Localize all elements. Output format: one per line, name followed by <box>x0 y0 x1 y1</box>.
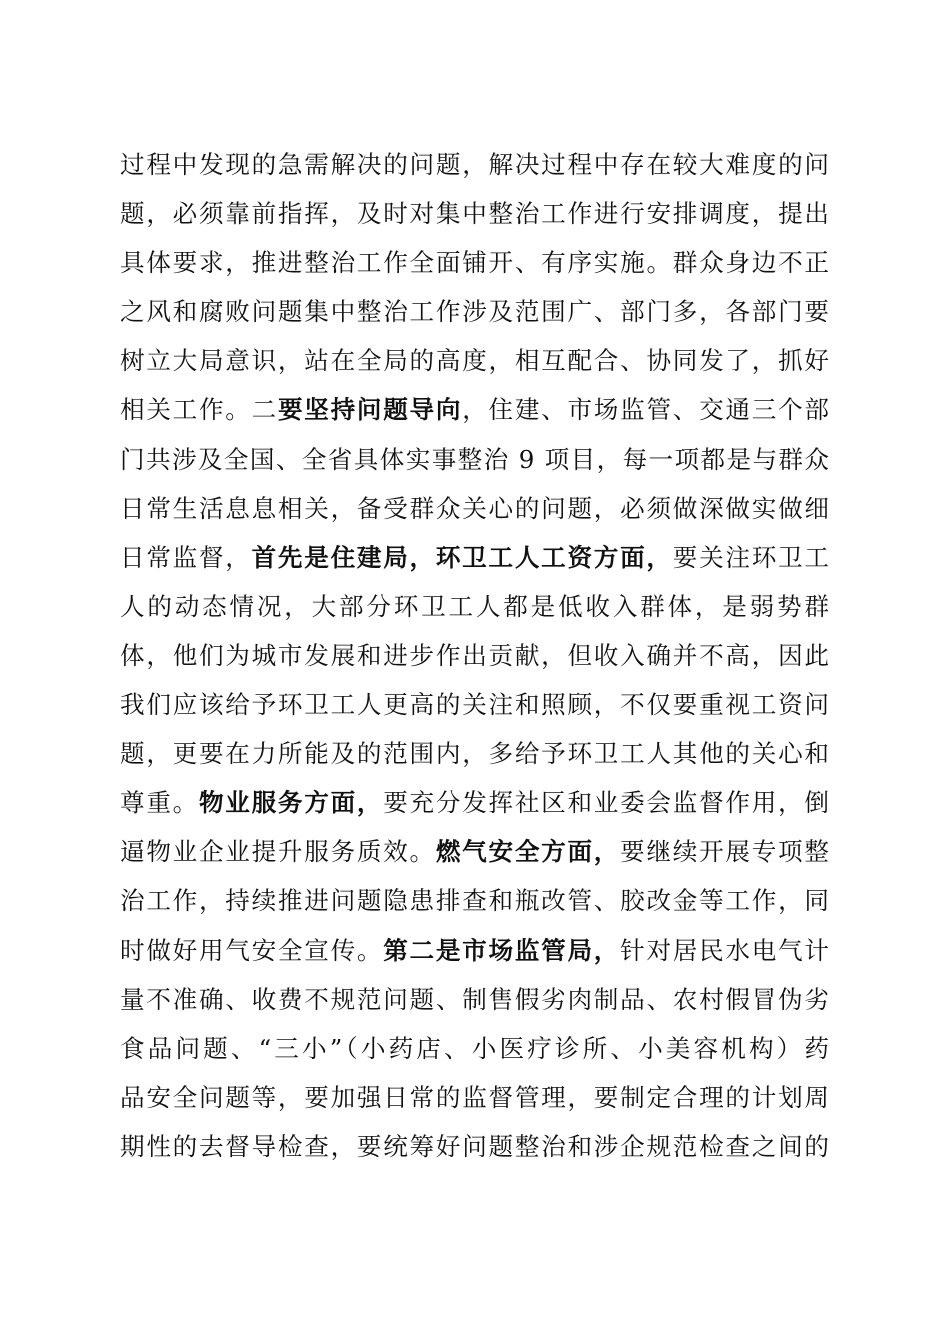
text-segment: 食品问题、“三小”（小药店、小医疗诊所、小美容机构）药 <box>120 1033 830 1063</box>
text-segment: 时做好用气安全宣传。 <box>120 935 384 965</box>
text-segment: 量不准确、收费不规范问题、制售假劣肉制品、农村假冒伪劣 <box>120 984 830 1014</box>
text-segment: 题，更要在力所能及的范围内，多给予环卫工人其他的关心和 <box>120 739 830 769</box>
text-segment: 逼物业企业提升服务质效。 <box>120 837 436 867</box>
text-line <box>120 729 830 778</box>
body-text <box>120 140 830 1171</box>
text-line <box>120 1122 830 1171</box>
bold-text-segment: 物业服务方面， <box>198 788 384 818</box>
bold-text-segment: 燃气安全方面， <box>435 837 621 867</box>
text-segment: 品安全问题等，要加强日常的监督管理，要制定合理的计划周 <box>120 1082 830 1112</box>
text-line <box>120 238 830 287</box>
text-line <box>120 827 830 876</box>
text-segment: 人的动态情况，大部分环卫工人都是低收入群体，是弱势群 <box>120 591 830 621</box>
text-segment: 树立大局意识，站在全局的高度，相互配合、协同发了，抓好 <box>120 346 830 376</box>
text-line <box>120 778 830 827</box>
text-segment: 要充分发挥社区和业委会监督作用，倒 <box>383 788 830 818</box>
text-segment: ，住建、市场监管、交通三个部 <box>462 395 830 425</box>
bold-text-segment: 首先是住建局，环卫工人工资方面， <box>251 542 673 572</box>
text-segment: 门共涉及全国、全省具体实事整治 9 项目，每一项都是与群众 <box>120 444 830 474</box>
text-segment: 我们应该给予环卫工人更高的关注和照顾，不仅要重视工资问 <box>120 690 830 720</box>
text-segment: 要继续开展专项整 <box>620 837 830 867</box>
text-line <box>120 140 830 189</box>
text-segment: 体，他们为城市发展和进步作出贡献，但收入确并不高，因此 <box>120 640 830 670</box>
text-segment: 治工作，持续推进问题隐患排查和瓶改管、胶改金等工作，同 <box>120 886 830 916</box>
text-segment: 尊重。 <box>120 788 199 818</box>
text-line <box>120 1024 830 1073</box>
text-line <box>120 680 830 729</box>
text-line <box>120 926 830 975</box>
text-line <box>120 975 830 1024</box>
text-segment: 题，必须靠前指挥，及时对集中整治工作进行安排调度，提出 <box>120 199 830 229</box>
text-segment: 期性的去督导检查，要统筹好问题整治和涉企规范检查之间的 <box>120 1131 830 1161</box>
text-line <box>120 631 830 680</box>
text-segment: 日常监督， <box>120 542 252 572</box>
text-line <box>120 189 830 238</box>
text-segment: 过程中发现的急需解决的问题，解决过程中存在较大难度的问 <box>120 150 830 179</box>
bold-text-segment: 要坚持问题导向 <box>277 395 463 425</box>
text-segment: 相关工作。二 <box>120 395 278 425</box>
text-line <box>120 582 830 631</box>
text-segment: 之风和腐败问题集中整治工作涉及范围广、部门多，各部门要 <box>120 297 830 327</box>
text-segment: 针对居民水电气计 <box>620 935 830 965</box>
text-line <box>120 1073 830 1122</box>
text-line <box>120 385 830 434</box>
text-line <box>120 287 830 336</box>
bold-text-segment: 第二是市场监管局， <box>383 935 621 965</box>
text-segment: 要关注环卫工 <box>672 542 830 572</box>
text-segment: 具体要求，推进整治工作全面铺开、有序实施。群众身边不正 <box>120 248 830 278</box>
text-line <box>120 336 830 385</box>
text-line <box>120 435 830 484</box>
text-line <box>120 484 830 533</box>
text-segment: 日常生活息息相关，备受群众关心的问题，必须做深做实做细 <box>120 493 830 523</box>
text-line <box>120 533 830 582</box>
text-line <box>120 876 830 925</box>
